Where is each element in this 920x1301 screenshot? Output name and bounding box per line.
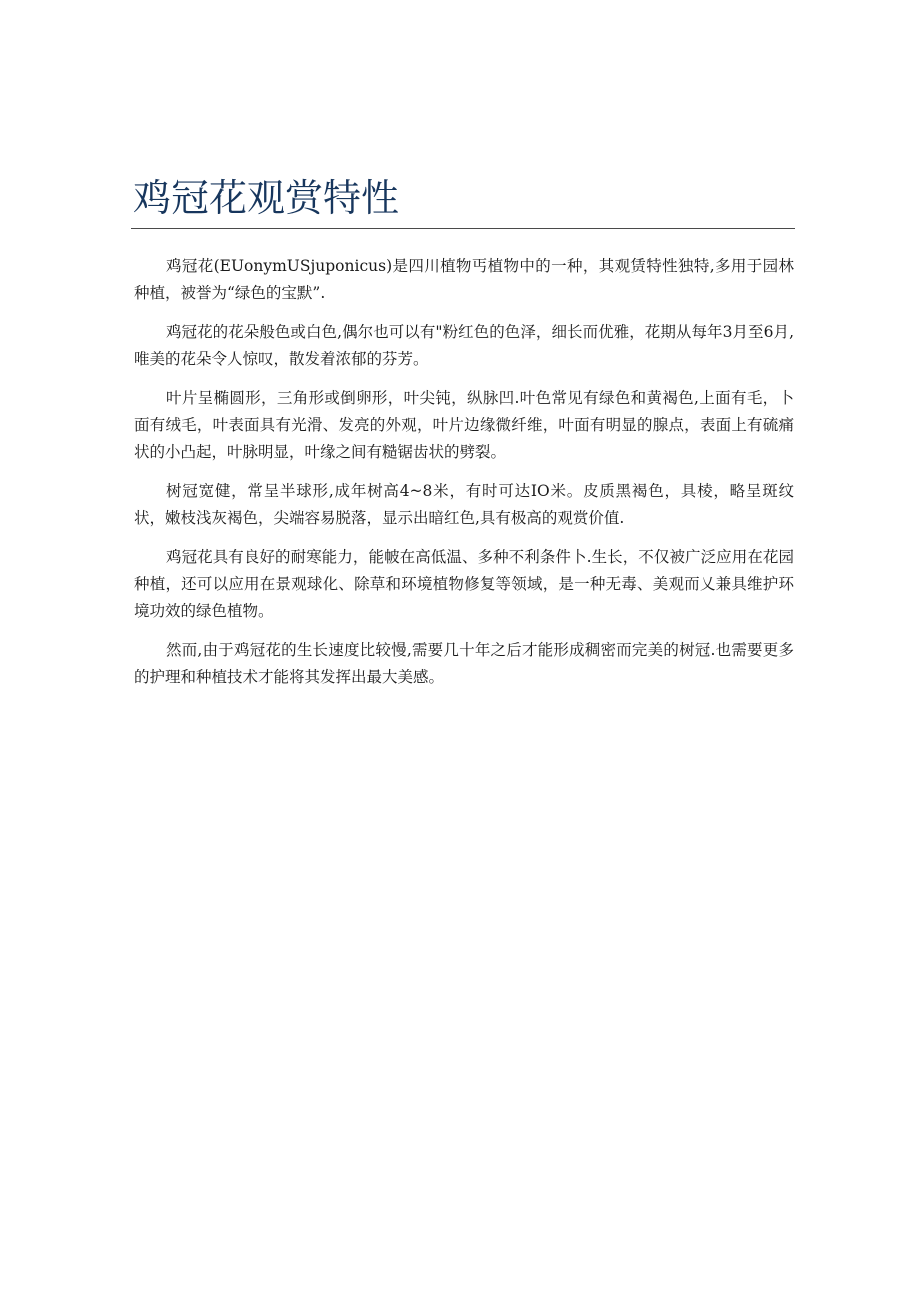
page-title: 鸡冠花观赏特性 xyxy=(133,176,400,220)
paragraph-hardiness: 鸡冠花具有良好的耐寒能力，能帔在高低温、多种不利条件卜.生长，不仅被广泛应用在花园种植，还可以应用在景观球化、除草和环境植物修复等领域，是一种无毒、美观而乂兼具维护环境功效的绿色植物。 xyxy=(134,548,794,620)
paragraph-crown: 树冠宽健，常呈半球形,成年树高4~8米，有时可达IO米。皮质黑褐色，具棱，略呈斑纹状，嫩枝浅灰褐色，尖端容易脱落，显示出暗红色,具有极高的观赏价值. xyxy=(134,482,794,527)
paragraph-intro: 鸡冠花(EUonymUSjuponicus)是四川植物丐植物中的一种，其观赁特性独特,多用于园林种植，被誉为“绿色的宝默”. xyxy=(134,257,794,302)
paragraph-leaves: 叶片呈椭圆形，三角形或倒卵形，叶尖钝，纵脉凹.叶色常见有绿色和黄褐色,上面有毛，卜面有绒毛，叶表面具有光滑、发亮的外观，叶片边缘微纤维，叶面有明显的腺点，表面上有硫痛状的小凸起，叶脉明显，叶缘之间有糙锯齿状的劈裂。 xyxy=(134,389,794,461)
paragraph-growth: 然而,由于鸡冠花的生长速度比较慢,需要几十年之后才能形成稠密而完美的树冠.也需要更多的护理和种植技术才能将其发挥出最大美感。 xyxy=(134,641,794,686)
title-divider xyxy=(131,228,795,229)
paragraph-flowers: 鸡冠花的花朵般色或白色,偶尔也可以有"粉红色的色泽，细长而优雅，花期从每年3月至6月,唯美的花朵令人惊叹，散发着浓郁的芬芳。 xyxy=(134,323,794,368)
document-body xyxy=(134,253,794,703)
